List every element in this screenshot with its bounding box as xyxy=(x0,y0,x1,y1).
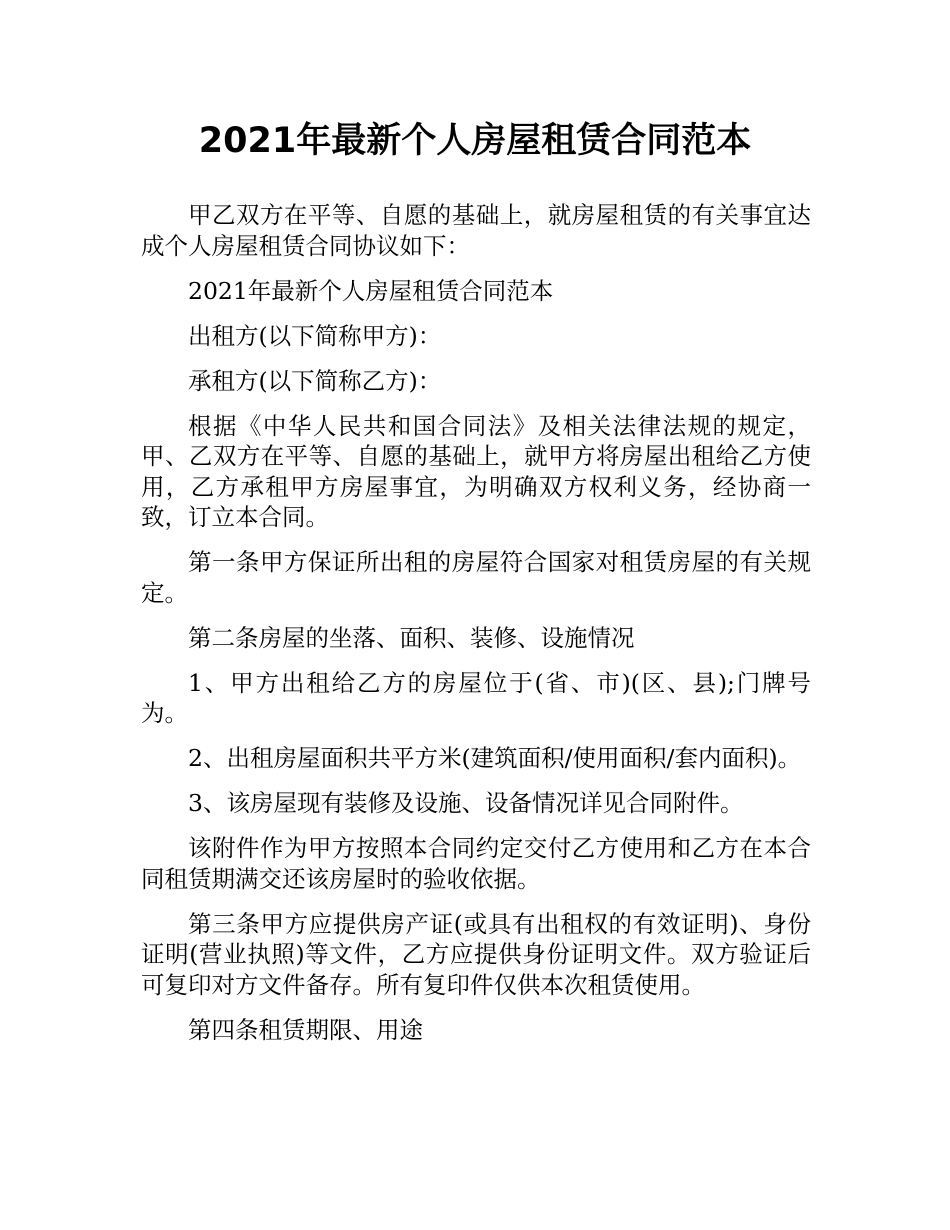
paragraph-attachment-note: 该附件作为甲方按照本合同约定交付乙方使用和乙方在本合同租赁期满交还该房屋时的验收依据。 xyxy=(141,834,811,893)
document-title: 2021年最新个人房屋租赁合同范本 xyxy=(198,121,752,161)
paragraph-intro: 甲乙双方在平等、自愿的基础上，就房屋租赁的有关事宜达成个人房屋租赁合同协议如下： xyxy=(141,201,811,260)
paragraph-article-2-item-3: 3、该房屋现有装修及设施、设备情况详见合同附件。 xyxy=(188,789,744,817)
paragraph-article-4: 第四条租赁期限、用途 xyxy=(188,1015,423,1044)
paragraph-legal-basis: 根据《中华人民共和国合同法》及相关法律法规的规定，甲、乙双方在平等、自愿的基础上，就甲方将房屋出租给乙方使用，乙方承租甲方房屋事宜，为明确双方权利义务，经协商一致，订立本合同。 xyxy=(141,411,811,531)
paragraph-article-3: 第三条甲方应提供房产证(或具有出租权的有效证明)、身份证明(营业执照)等文件，乙方应提供身份证明文件。双方验证后可复印对方文件备存。所有复印件仅供本次租赁使用。 xyxy=(141,909,811,999)
paragraph-article-2-item-1: 1、甲方出租给乙方的房屋位于(省、市)(区、县);门牌号为。 xyxy=(141,668,811,727)
paragraph-lessor: 出租方(以下简称甲方)： xyxy=(188,321,442,350)
paragraph-lessee: 承租方(以下简称乙方)： xyxy=(188,366,442,395)
paragraph-article-2-item-2: 2、出租房屋面积共平方米(建筑面积/使用面积/套内面积)。 xyxy=(188,744,802,772)
document-body xyxy=(141,200,811,1060)
paragraph-article-1: 第一条甲方保证所出租的房屋符合国家对租赁房屋的有关规定。 xyxy=(141,548,811,607)
paragraph-article-2: 第二条房屋的坐落、面积、装修、设施情况 xyxy=(188,623,635,652)
paragraph-subtitle: 2021年最新个人房屋租赁合同范本 xyxy=(188,276,554,305)
